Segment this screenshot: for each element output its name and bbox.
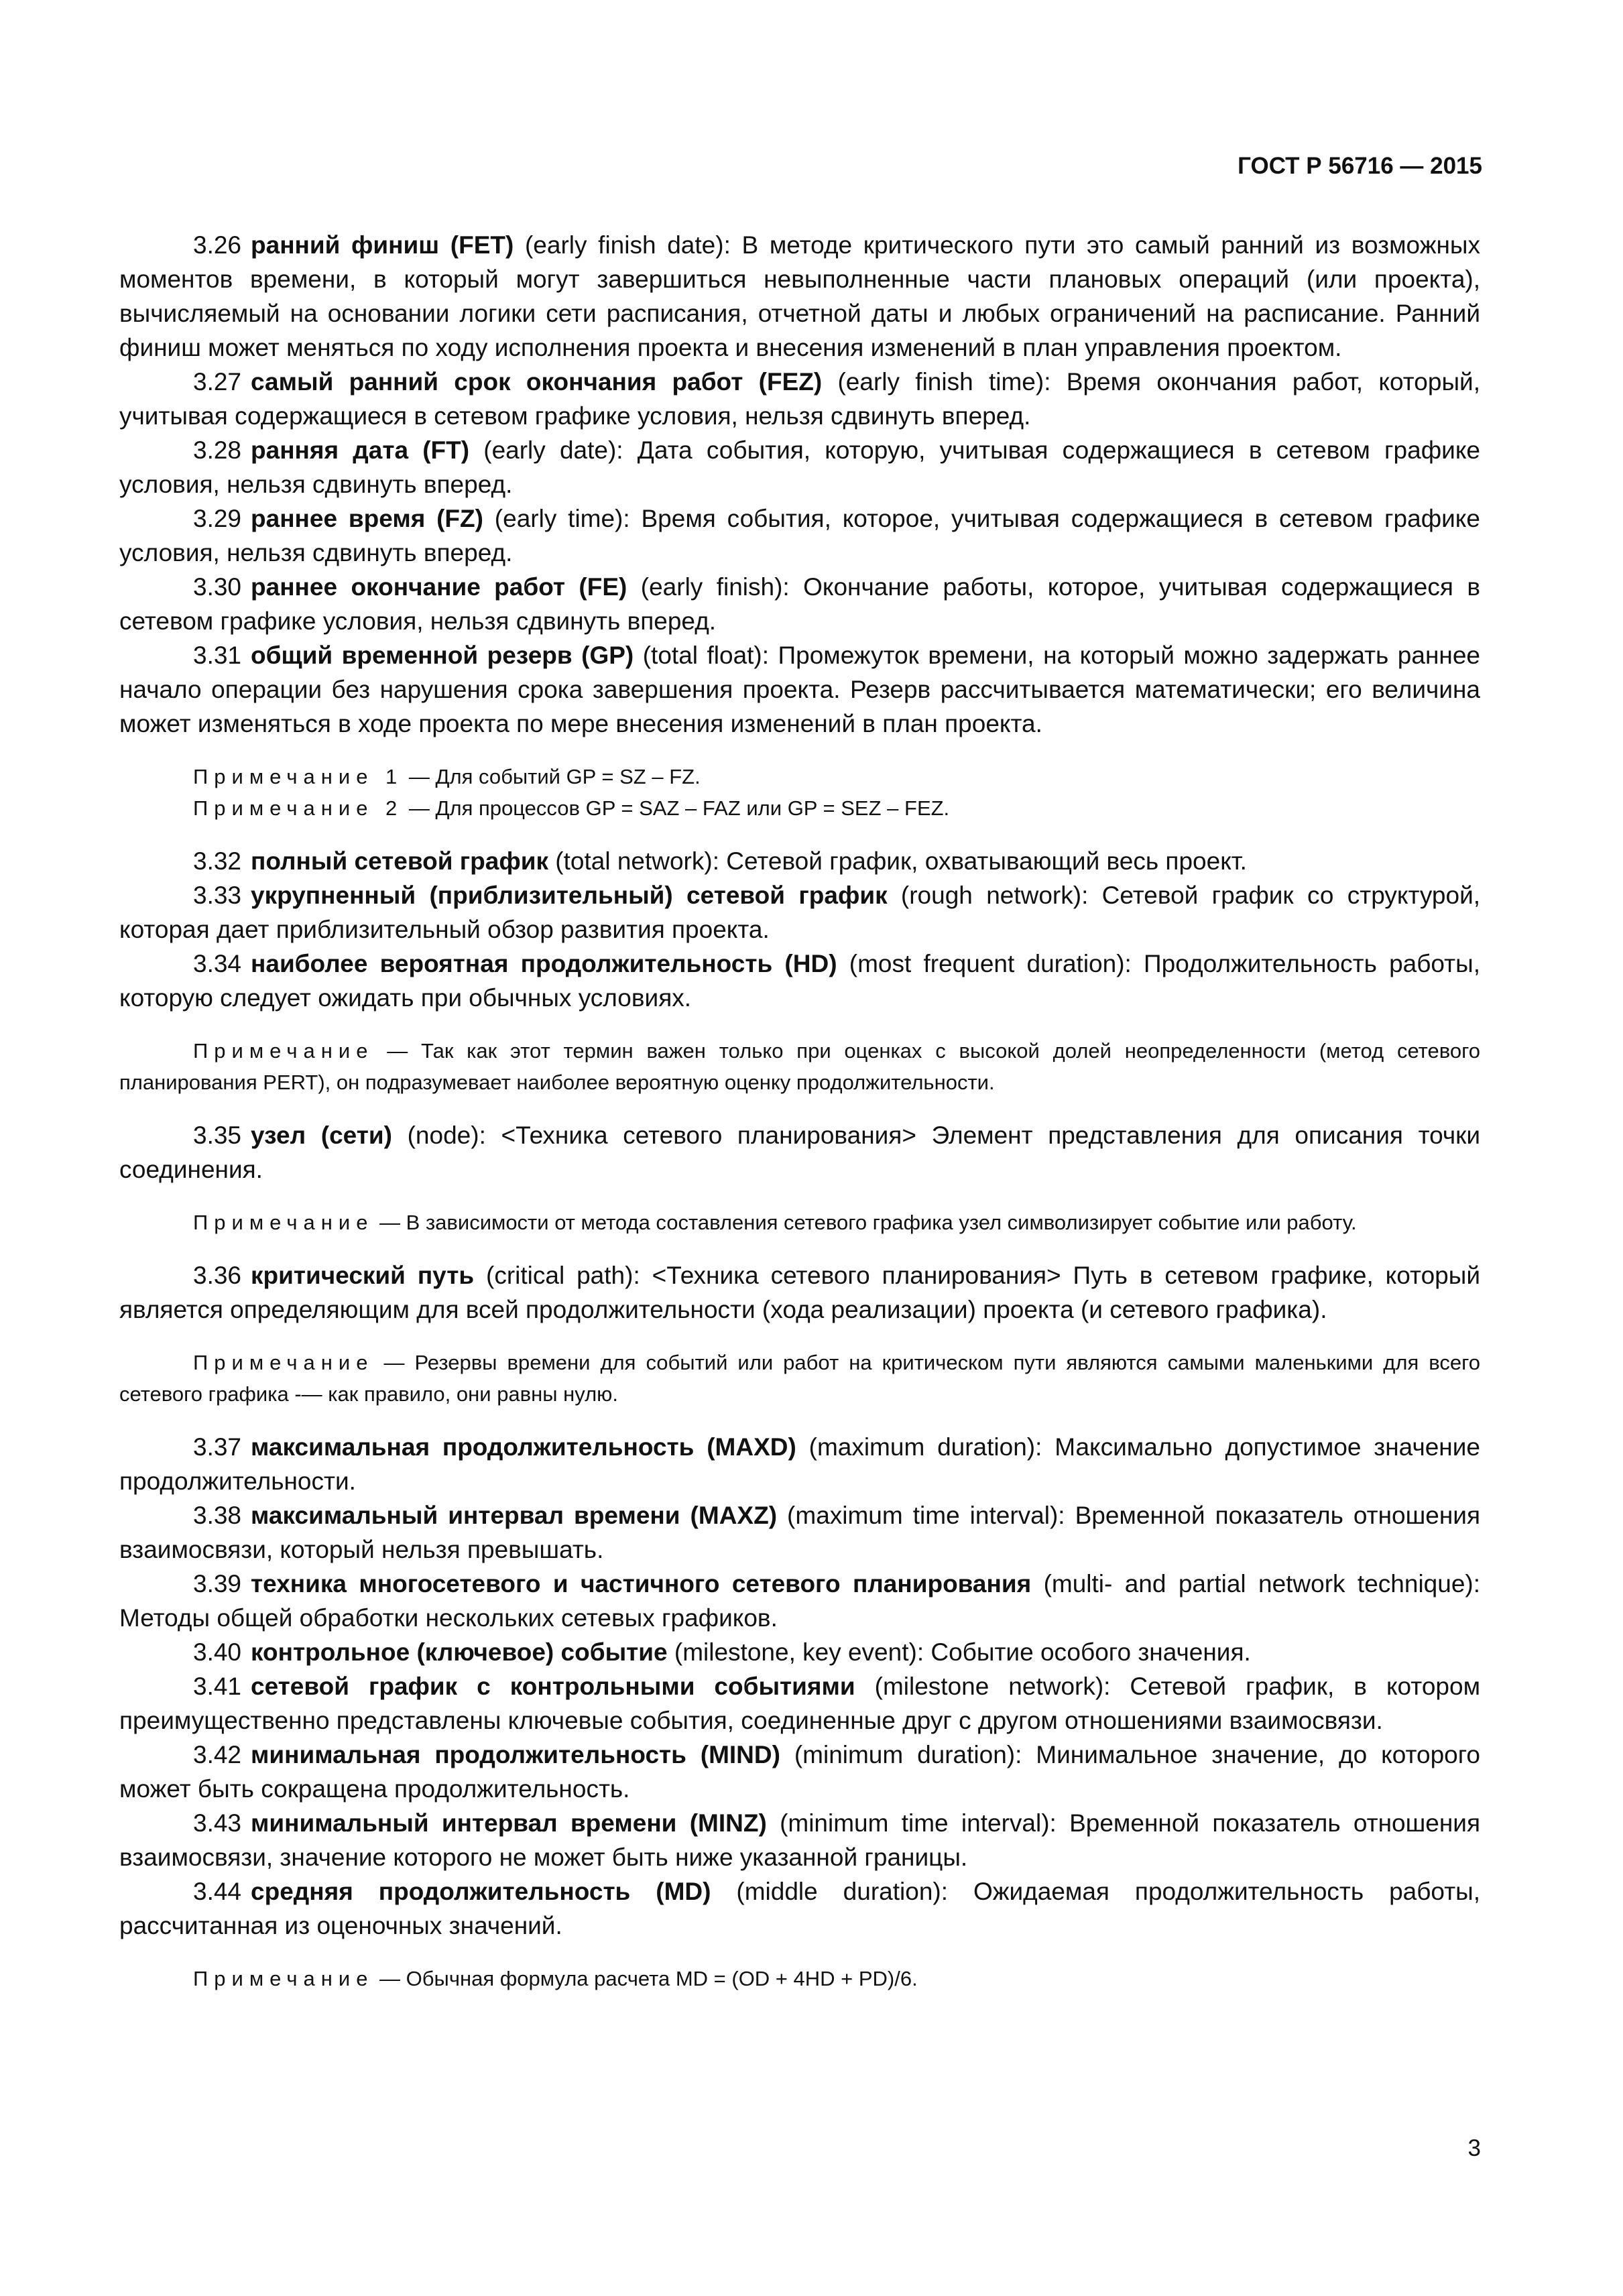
note: Примечание — Обычная формула расчета MD = (OD + 4HD + PD)/6. bbox=[193, 1967, 918, 1990]
term-entry: 3.30 раннее окончание работ (FE) (early finish): Окончание работы, которое, учитывая содержащиеся в сетевом графике условия, нельзя сдвинуть вперед. bbox=[119, 573, 1480, 635]
note: Примечание 2 — Для процессов GP = SAZ – FAZ или GP = SEZ – FEZ. bbox=[193, 796, 950, 820]
term-entry: 3.41 сетевой график с контрольными событиями (milestone network): Сетевой график, в котором преимущественно представлены ключевые события, соединенные друг с другом отношениями взаимосвязи. bbox=[119, 1673, 1481, 1734]
term-entry: 3.27 самый ранний срок окончания работ (FEZ) (early finish time): Время окончания работ, который, учитывая содержащиеся в сетевом графике условия, нельзя сдвинуть вперед. bbox=[119, 368, 1480, 430]
page-number: 3 bbox=[1467, 2135, 1481, 2161]
note: Примечание 1 — Для событий GP = SZ – FZ. bbox=[193, 765, 701, 788]
term-entry: 3.37 максимальная продолжительность (MAXD) (maximum duration): Максимально допустимое значение продолжительности. bbox=[119, 1433, 1480, 1495]
term-entry: 3.28 ранняя дата (FT) (early date): Дата события, которую, учитывая содержащиеся в сетевом графике условия, нельзя сдвинуть вперед. bbox=[119, 436, 1480, 498]
term-entry: 3.40 контрольное (ключевое) событие (milestone, key event): Событие особого значения. bbox=[193, 1638, 1251, 1666]
term-entry: 3.35 узел (сети) (node): <Техника сетевого планирования> Элемент представления для описания точки соединения. bbox=[119, 1122, 1481, 1183]
term-entry: 3.42 минимальная продолжительность (MIND) (minimum duration): Минимальное значение, до которого может быть сокращена продолжительность. bbox=[119, 1741, 1480, 1803]
term-entry: 3.29 раннее время (FZ) (early time): Время события, которое, учитывая содержащиеся в сетевом графике условия, нельзя сдвинуть вперед. bbox=[119, 505, 1480, 566]
term-entry: 3.39 техника многосетевого и частичного сетевого планирования (multi- and partial network technique): Методы общей обработки нескольких сетевых графиков. bbox=[119, 1570, 1480, 1632]
term-entry: 3.43 минимальный интервал времени (MINZ) (minimum time interval): Временной показатель отношения взаимосвязи, значение которого не может быть ниже указанной границы. bbox=[119, 1809, 1481, 1871]
document-code: ГОСТ Р 56716 — 2015 bbox=[1238, 153, 1482, 179]
document-body bbox=[119, 228, 1480, 1994]
term-entry: 3.34 наиболее вероятная продолжительность (HD) (most frequent duration): Продолжительность работы, которую следует ожидать при обычных условиях. bbox=[119, 950, 1481, 1012]
term-entry: 3.36 критический путь (critical path): <Техника сетевого планирования> Путь в сетевом графике, который является определяющим для всей продолжительности (хода реализации) проекта (и сетевого графика). bbox=[119, 1262, 1480, 1323]
note: Примечание — Резервы времени для событий или работ на критическом пути являются самыми маленькими для всего сетевого графика -— как правило, они равны нулю. bbox=[119, 1351, 1480, 1406]
term-entry: 3.31 общий временной резерв (GP) (total float): Промежуток времени, на который можно задержать раннее начало операции без нарушения срока завершения проекта. Резерв рассчитывается математически; его величина может изменяться в ходе проекта по мере внесения изменений в план проекта. bbox=[119, 642, 1480, 737]
term-entry: 3.32 полный сетевой график (total network): Сетевой график, охватывающий весь проект. bbox=[193, 847, 1247, 875]
term-entry: 3.38 максимальный интервал времени (MAXZ) (maximum time interval): Временной показатель отношения взаимосвязи, который нельзя превышать. bbox=[119, 1502, 1480, 1563]
note: Примечание — В зависимости от метода составления сетевого графика узел символизирует событие или работу. bbox=[193, 1211, 1357, 1234]
term-entry: 3.33 укрупненный (приблизительный) сетевой график (rough network): Сетевой график со структурой, которая дает приблизительный обзор развития проекта. bbox=[119, 882, 1481, 943]
note: Примечание — Так как этот термин важен только при оценках с высокой долей неопределенности (метод сетевого планирования PERT), он подразумевает наиболее вероятную оценку продолжительности. bbox=[119, 1039, 1480, 1094]
term-entry: 3.26 ранний финиш (FET) (early finish date): В методе критического пути это самый ранний из возможных моментов времени, в который могут завершиться невыполненные части плановых операций (или проекта), вычисляемый на основании логики сети расписания, отчетной даты и любых ограничений на расписание. Ранний финиш может меняться по ходу исполнения проекта и внесения изменений в план управления проектом. bbox=[119, 231, 1480, 361]
term-entry: 3.44 средняя продолжительность (MD) (middle duration): Ожидаемая продолжительность работы, рассчитанная из оценочных значений. bbox=[119, 1878, 1481, 1939]
